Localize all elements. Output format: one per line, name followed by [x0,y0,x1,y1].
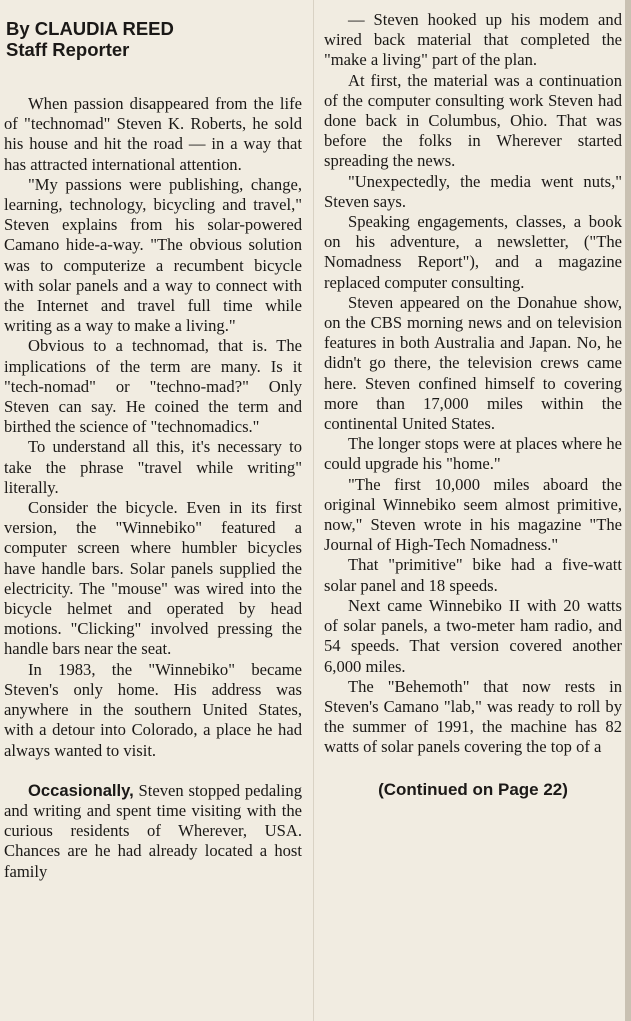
page-edge [625,0,631,1021]
left-body [4,94,302,882]
runin-lead: Occasionally, [28,780,134,800]
left-column [4,0,302,882]
paragraph: — Steven hooked up his modem and wired back material that completed the "make a living" part of the plan. [324,10,622,70]
byline-author: By CLAUDIA REED [6,18,174,39]
paragraph: That "primitive" bike had a five-watt solar panel and 18 speeds. [324,555,622,595]
paragraph: "My passions were publishing, change, learning, technology, bicycling and travel," Steven explains from his solar-powered Camano hide-a-way. "The obvious solution was to computerize a recumbent bicycle with solar panels and a way to connect with the Internet and travel full time while writing as a way to make a living." [4,174,302,336]
paragraph: Obvious to a technomad, that is. The implications of the term are many. Is it "tech-nomad" or "techno-mad?" Only Steven can say. He coined the term and birthed the science of "technomadics." [4,336,302,437]
runin-text: Steven stopped pedaling and writing and spent time visiting with the curious residents of Wherever, USA. Chances are he had already located a host family [4,780,302,881]
right-column [324,0,622,800]
paragraph: Next came Winnebiko II with 20 watts of solar panels, a two-meter ham radio, and 54 speeds. That version covered another 6,000 miles. [324,595,622,676]
column-divider [313,0,314,1021]
paragraph: At first, the material was a continuation of the computer consulting work Steven had done back in Columbus, Ohio. That was before the folks in Wherever started spreading the news. [324,70,622,171]
paragraph: Consider the bicycle. Even in its first version, the "Winnebiko" featured a computer screen where humbler bicycles have handle bars. Solar panels supplied the electricity. The "mouse" was wired into the bicycle helmet and operated by head motions. "Clicking" involved pressing the handle bars near the seat. [4,498,302,659]
paragraph: "Unexpectedly, the media went nuts," Steven says. [324,171,622,211]
byline-role: Staff Reporter [6,39,130,60]
paragraph: Speaking engagements, classes, a book on his adventure, a newsletter, ("The Nomadness Report"), and a magazine replaced computer consulting. [324,212,622,292]
runin-paragraph [4,781,302,882]
paragraph: When passion disappeared from the life of "technomad" Steven K. Roberts, he sold his house and hit the road — in a way that has attracted international attention. [4,94,302,174]
paragraph: "The first 10,000 miles aboard the original Winnebiko seem almost primitive, now," Steven wrote in his magazine "The Journal of High-Tech Nomadness." [324,474,622,555]
paragraph: The "Behemoth" that now rests in Steven's Camano "lab," was ready to roll by the summer of 1991, the machine has 82 watts of solar panels covering the top of a [324,676,622,757]
right-body [324,10,622,800]
continued-notice: (Continued on Page 22) [378,779,568,799]
paragraph: In 1983, the "Winnebiko" became Steven's only home. His address was anywhere in the southern United States, with a detour into Colorado, a place he had always wanted to visit. [4,659,302,760]
paragraph: The longer stops were at places where he could upgrade his "home." [324,434,622,474]
paragraph: To understand all this, it's necessary to take the phrase "travel while writing" literally. [4,437,302,497]
byline [6,18,302,60]
paragraph: Steven appeared on the Donahue show, on the CBS morning news and on television features in both Australia and Japan. No, he didn't go there, the television crews came here. Steven confined himself to covering more than 17,000 miles within the continental United States. [324,292,622,434]
